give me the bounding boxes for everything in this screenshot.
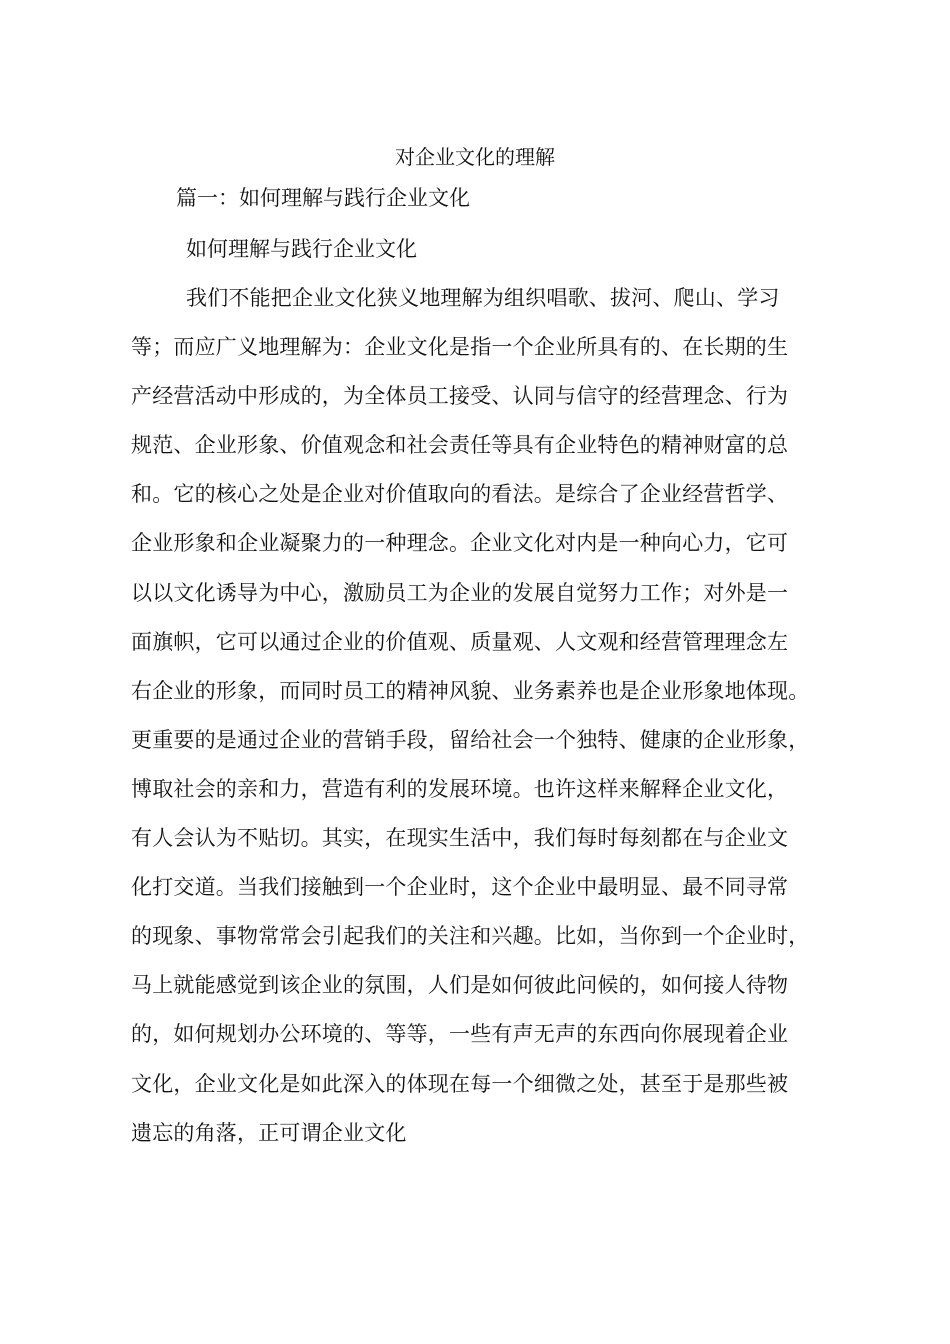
- body-line: 马上就能感觉到该企业的氛围，人们是如何彼此问候的，如何接人待物: [131, 973, 789, 998]
- sub-heading: 如何理解与践行企业文化: [186, 237, 417, 261]
- body-line: 等；而应广义地理解为：企业文化是指一个企业所具有的、在长期的生: [131, 335, 789, 360]
- body-line: 更重要的是通过企业的营销手段，留给社会一个独特、健康的企业形象，: [131, 727, 810, 752]
- body-paragraph: [131, 282, 851, 1166]
- section-heading: 篇一：如何理解与践行企业文化: [176, 186, 470, 210]
- body-line: 规范、企业形象、价值观念和社会责任等具有企业特色的精神财富的总: [131, 433, 789, 458]
- body-line: 遗忘的角落，正可谓企业文化: [131, 1120, 407, 1145]
- body-line: 文化，企业文化是如此深入的体现在每一个细微之处，甚至于是那些被: [131, 1071, 789, 1096]
- body-line: 以以文化诱导为中心，激励员工为企业的发展自觉努力工作；对外是一: [131, 580, 789, 605]
- body-line: 右企业的形象，而同时员工的精神风貌、业务素养也是企业形象地体现。: [131, 678, 810, 703]
- body-line: 我们不能把企业文化狭义地理解为组织唱歌、拔河、爬山、学习: [186, 286, 780, 310]
- body-line: 和。它的核心之处是企业对价值取向的看法。是综合了企业经营哲学、: [131, 482, 789, 507]
- document-title: 对企业文化的理解: [395, 145, 555, 169]
- body-line: 有人会认为不贴切。其实，在现实生活中，我们每时每刻都在与企业文: [131, 826, 789, 851]
- body-line: 企业形象和企业凝聚力的一种理念。企业文化对内是一种向心力，它可: [131, 531, 789, 556]
- body-line: 的现象、事物常常会引起我们的关注和兴趣。比如，当你到一个企业时，: [131, 924, 810, 949]
- body-line: 产经营活动中形成的，为全体员工接受、认同与信守的经营理念、行为: [131, 384, 789, 409]
- body-line: 化打交道。当我们接触到一个企业时，这个企业中最明显、最不同寻常: [131, 875, 789, 900]
- body-line: 博取社会的亲和力，营造有利的发展环境。也许这样来解释企业文化，: [131, 776, 789, 801]
- body-line: 面旗帜，它可以通过企业的价值观、质量观、人文观和经营管理理念左: [131, 629, 789, 654]
- body-line: 的，如何规划办公环境的、等等，一些有声无声的东西向你展现着企业: [131, 1022, 789, 1047]
